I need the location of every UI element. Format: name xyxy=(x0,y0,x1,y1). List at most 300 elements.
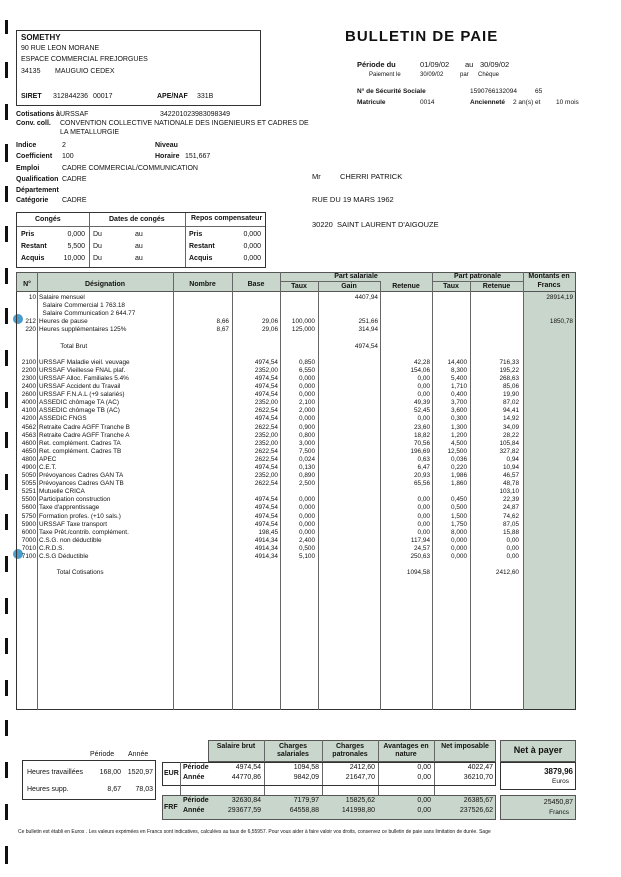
row-taux: 2,100 xyxy=(299,399,315,407)
binding-bar xyxy=(5,638,8,654)
row-retenue-patronale: 94,41 xyxy=(503,407,519,415)
table-row xyxy=(17,383,575,391)
row-nombre: 8,66 xyxy=(216,318,229,326)
row-taux: 0,000 xyxy=(299,496,315,504)
emploi: CADRE COMMERCIAL/COMMUNICATION xyxy=(62,165,198,172)
row-gain xyxy=(317,367,380,375)
row-retenue-patronale xyxy=(469,561,521,569)
row-base: 2622,54 xyxy=(254,423,278,431)
row-designation: APEC xyxy=(39,455,57,463)
row-retenue-patronale: 716,33 xyxy=(499,358,519,366)
row-retenue: 0,00 xyxy=(417,520,430,528)
binding-bar xyxy=(5,308,8,324)
row-francs xyxy=(521,424,575,432)
hours-supp-period: 8,67 xyxy=(107,786,121,793)
row-number: 4100 xyxy=(21,407,36,415)
table-row xyxy=(17,375,575,383)
row-retenue: 250,63 xyxy=(410,553,430,560)
row-retenue xyxy=(380,302,432,310)
row-taux-patronal xyxy=(432,569,469,577)
row-base: 198,45 xyxy=(258,528,278,536)
row-gain xyxy=(317,310,380,318)
conges-pris-value: 0,000 xyxy=(67,231,85,238)
row-gain: 4407,94 xyxy=(354,294,378,301)
row-retenue-patronale: 0,94 xyxy=(506,455,519,463)
col-taux: Taux xyxy=(291,283,307,290)
row-nombre xyxy=(174,391,231,399)
row-francs xyxy=(521,537,575,545)
row-designation: Mutuelle CRICA xyxy=(39,488,85,496)
table-row xyxy=(17,440,575,448)
row-number: 6000 xyxy=(21,528,36,536)
row-retenue: 6,47 xyxy=(417,463,430,471)
frf-p-charges-sal: 7179,97 xyxy=(293,797,319,804)
row-taux-patronal: 0,000 xyxy=(451,536,467,544)
row-taux-patronal xyxy=(432,326,469,334)
conges-au: au xyxy=(135,231,143,238)
net-frf-value: 25450,87 xyxy=(543,799,573,806)
anciennete: 2 an(s) et xyxy=(513,99,541,106)
binding-bar xyxy=(5,474,8,490)
row-number xyxy=(17,310,36,318)
row-number: 5500 xyxy=(21,496,36,504)
row-taux: 0,800 xyxy=(299,431,315,439)
row-retenue-patronale: 85,06 xyxy=(503,383,519,391)
row-retenue-patronale xyxy=(469,310,521,318)
row-retenue-patronale: 0,00 xyxy=(506,553,519,560)
row-nombre xyxy=(174,569,231,577)
table-row xyxy=(17,302,575,310)
row-nombre xyxy=(174,359,231,367)
row-nombre xyxy=(174,351,231,359)
row-designation: C.S.G. non déductible xyxy=(39,536,102,544)
footer-note: Ce bulletin est établi en Euros . Les valeurs exprimées en Francs sont indicatives, calculées au taux de 6,55957. Pour vous aider à faire valoir vos droits, conservez ce bulletin de paie sans limitation de durée. Sage xyxy=(18,829,491,835)
row-gain xyxy=(317,399,380,407)
conges-du: Du xyxy=(93,255,102,262)
row-gain xyxy=(317,302,380,310)
row-nombre xyxy=(174,302,231,310)
row-retenue: 0,63 xyxy=(417,455,430,463)
employer-name: SOMETHY xyxy=(21,33,61,42)
siret-label: SIRET xyxy=(21,93,42,100)
row-number xyxy=(17,302,36,310)
row-retenue: 24,57 xyxy=(414,544,430,552)
repos-title: Repos compensateur xyxy=(191,215,263,222)
row-designation: Formation profes. (+10 sals.) xyxy=(39,512,121,520)
period-label: Période du xyxy=(357,60,396,69)
row-gain: 314,94 xyxy=(358,326,378,334)
row-francs xyxy=(521,326,575,334)
conges-pris-label: Pris xyxy=(21,231,35,238)
row-francs xyxy=(521,399,575,407)
frf-label: FRF xyxy=(164,804,178,811)
payslip-rows xyxy=(17,294,575,577)
frf-a-net-imposable: 237526,62 xyxy=(459,807,493,814)
row-base: 4914,34 xyxy=(254,553,278,560)
row-taux-patronal: 14,400 xyxy=(447,358,467,366)
row-designation: Heures de pause xyxy=(39,318,88,326)
row-designation: C.R.D.S. xyxy=(39,544,65,552)
row-taux-patronal: 0,400 xyxy=(451,391,467,399)
row-designation: URSSAF Taxe transport xyxy=(39,520,108,528)
row-francs xyxy=(521,521,575,529)
table-row xyxy=(17,448,575,456)
row-francs xyxy=(521,553,575,561)
cotis-value: URSSAF xyxy=(60,111,89,118)
row-taux-patronal: 1,860 xyxy=(451,480,467,488)
row-retenue xyxy=(380,334,432,342)
row-nombre xyxy=(174,545,231,553)
eur-p-brut: 4974,54 xyxy=(235,764,261,771)
row-number: 10 xyxy=(28,294,36,301)
row-gain xyxy=(317,545,380,553)
eur-p-net-imposable: 4022,47 xyxy=(467,764,493,771)
row-francs: 1850,78 xyxy=(549,318,573,326)
row-base xyxy=(231,488,280,496)
row-taux: 0,000 xyxy=(299,383,315,391)
net-eur-box xyxy=(500,762,576,790)
row-retenue: 0,00 xyxy=(417,415,430,423)
col-taux-patronal: Taux xyxy=(443,283,459,290)
net-frf-unit: Francs xyxy=(549,809,569,816)
binding-bar xyxy=(5,720,8,736)
paid-date: 30/09/02 xyxy=(420,72,444,78)
row-taux-patronal xyxy=(432,561,469,569)
row-designation: URSSAF Maladie vieil. veuvage xyxy=(39,358,130,366)
binding-bar xyxy=(5,514,8,530)
row-number: 2300 xyxy=(21,374,36,382)
row-nombre xyxy=(174,456,231,464)
row-retenue xyxy=(380,326,432,334)
row-francs xyxy=(521,529,575,537)
row-designation: Total Brut xyxy=(39,342,88,350)
coef-label: Coefficient xyxy=(16,153,53,160)
row-francs xyxy=(521,432,575,440)
niveau-label: Niveau xyxy=(155,142,178,149)
net-payer-label: Net à payer xyxy=(513,745,563,755)
row-taux-patronal: 1,300 xyxy=(451,423,467,431)
eur-p-charges-pat: 2412,60 xyxy=(349,764,375,771)
row-designation: Prévoyances Cadres GAN TB xyxy=(39,480,124,488)
row-retenue: 154,06 xyxy=(410,366,430,374)
row-base xyxy=(231,351,280,359)
table-row xyxy=(17,561,575,569)
row-francs xyxy=(521,488,575,496)
row-taux xyxy=(280,569,317,577)
employer-address2: ESPACE COMMERCIAL FREJORGUES xyxy=(21,56,148,63)
cotis-number: 342201023983098349 xyxy=(160,111,231,118)
summary-h-net-imposable: Net imposable xyxy=(441,743,489,750)
row-designation: Participation construction xyxy=(39,496,111,504)
row-taux-patronal xyxy=(432,294,469,302)
row-francs xyxy=(521,391,575,399)
frf-annee-label: Année xyxy=(183,807,205,814)
binding-bar xyxy=(5,598,8,614)
row-gain xyxy=(317,513,380,521)
row-taux: 0,850 xyxy=(299,358,315,366)
row-designation: ASSEDIC FNGS xyxy=(39,415,87,423)
repos-pris-label: Pris xyxy=(189,231,203,238)
row-designation: Prévoyances Cadres GAN TA xyxy=(39,472,124,480)
row-nombre xyxy=(174,504,231,512)
conges-acquis-label: Acquis xyxy=(21,255,45,262)
table-row xyxy=(17,367,575,375)
row-base: 2352,00 xyxy=(254,366,278,374)
row-gain xyxy=(317,415,380,423)
row-francs xyxy=(521,456,575,464)
binding-bar xyxy=(5,104,8,120)
eur-a-brut: 44770,86 xyxy=(231,774,261,781)
row-nombre xyxy=(174,561,231,569)
table-row xyxy=(17,407,575,415)
row-retenue: 0,00 xyxy=(417,374,430,382)
row-base: 4914,34 xyxy=(254,544,278,552)
row-taux-patronal xyxy=(432,343,469,351)
categ-label: Catégorie xyxy=(16,197,49,204)
row-retenue: 0,00 xyxy=(417,383,430,391)
row-retenue-patronale: 87,02 xyxy=(503,399,519,407)
row-francs xyxy=(521,464,575,472)
row-nombre xyxy=(174,424,231,432)
hours-worked-year: 1520,97 xyxy=(127,769,153,776)
hours-period-header: Période xyxy=(90,751,115,758)
binding-bar xyxy=(5,186,8,202)
row-francs xyxy=(521,569,575,577)
row-nombre xyxy=(174,529,231,537)
col-gain: Gain xyxy=(341,283,357,290)
row-taux: 0,000 xyxy=(299,415,315,423)
table-row xyxy=(17,326,575,334)
row-taux-patronal: 12,500 xyxy=(447,447,467,455)
row-nombre xyxy=(174,537,231,545)
row-retenue xyxy=(380,561,432,569)
row-base: 4974,54 xyxy=(254,512,278,520)
row-gain xyxy=(317,464,380,472)
table-row xyxy=(17,351,575,359)
row-base: 2352,00 xyxy=(254,399,278,407)
binding-bar xyxy=(5,144,8,162)
horaire-label: Horaire xyxy=(155,153,180,160)
row-designation: URSSAF F.N.A.L (+9 salariés) xyxy=(39,391,125,399)
period-from: 01/09/02 xyxy=(420,60,450,69)
table-row xyxy=(17,456,575,464)
row-nombre xyxy=(174,472,231,480)
row-number: 5055 xyxy=(21,480,36,488)
row-number: 4600 xyxy=(21,439,36,447)
apenaf-label: APE/NAF xyxy=(157,93,188,100)
row-base: 2622,54 xyxy=(254,447,278,455)
row-taux-patronal: 0,450 xyxy=(451,496,467,504)
row-number xyxy=(17,561,36,569)
row-nombre xyxy=(174,496,231,504)
row-designation xyxy=(36,351,174,359)
row-nombre xyxy=(174,464,231,472)
employer-box xyxy=(16,30,261,106)
ss-label: N° de Sécurité Sociale xyxy=(357,88,426,95)
eur-p-avantages: 0,00 xyxy=(417,764,431,771)
qualif: CADRE xyxy=(62,176,87,183)
row-taux-patronal: 4,500 xyxy=(451,439,467,447)
row-taux: 0,500 xyxy=(299,544,315,552)
conv-line1: CONVENTION COLLECTIVE NATIONALE DES INGENIEURS ET CADRES DE xyxy=(60,120,309,127)
table-row xyxy=(17,415,575,423)
row-taux-patronal: 1,200 xyxy=(451,431,467,439)
row-retenue: 196,69 xyxy=(410,447,430,455)
table-row xyxy=(17,294,575,302)
frf-a-charges-pat: 141998,80 xyxy=(341,807,375,814)
row-nombre xyxy=(174,407,231,415)
row-gain xyxy=(317,561,380,569)
row-retenue-patronale: 87,05 xyxy=(503,520,519,528)
hours-worked-label: Heures travaillées xyxy=(27,769,84,776)
row-taux: 5,100 xyxy=(299,553,315,560)
row-base: 4974,54 xyxy=(254,383,278,391)
row-taux: 6,550 xyxy=(299,366,315,374)
row-base: 4974,54 xyxy=(254,391,278,399)
row-nombre xyxy=(174,375,231,383)
row-number xyxy=(17,351,36,359)
row-taux xyxy=(280,302,317,310)
row-nombre xyxy=(174,343,231,351)
employee-address: RUE DU 19 MARS 1962 xyxy=(312,195,394,204)
hours-supp-year: 78,03 xyxy=(135,786,153,793)
row-francs xyxy=(521,440,575,448)
binding-bar xyxy=(5,804,8,820)
row-francs xyxy=(521,310,575,318)
ss-number: 1590766132094 xyxy=(470,88,517,95)
row-retenue-patronale xyxy=(469,294,521,302)
row-francs xyxy=(521,359,575,367)
hours-year-header: Année xyxy=(128,751,149,758)
row-taux-patronal: 0,036 xyxy=(451,455,467,463)
eur-periode-label: Période xyxy=(183,764,209,771)
row-nombre xyxy=(174,334,231,342)
binding-bar xyxy=(5,556,8,572)
row-base: 4974,54 xyxy=(254,496,278,504)
row-retenue: 70,56 xyxy=(414,439,430,447)
row-taux-patronal: 0,500 xyxy=(451,504,467,512)
row-francs xyxy=(521,561,575,569)
row-retenue: 0,00 xyxy=(417,528,430,536)
row-taux-patronal: 1,750 xyxy=(451,520,467,528)
row-base: 2622,54 xyxy=(254,480,278,488)
row-retenue: 52,45 xyxy=(414,407,430,415)
eur-a-charges-pat: 21647,70 xyxy=(345,774,375,781)
row-designation: URSSAF Vieillesse FNAL plaf. xyxy=(39,366,126,374)
row-retenue: 20,93 xyxy=(414,472,430,480)
row-retenue: 0,00 xyxy=(417,496,430,504)
page-title: BULLETIN DE PAIE xyxy=(345,28,499,45)
row-base xyxy=(231,343,280,351)
binding-bar xyxy=(5,846,8,864)
employer-city-code: 34135 xyxy=(21,68,41,75)
conges-box xyxy=(16,212,266,268)
indice-label: Indice xyxy=(16,142,37,149)
table-row xyxy=(17,553,575,561)
row-retenue xyxy=(380,318,432,326)
row-francs xyxy=(521,480,575,488)
binding-bar xyxy=(5,62,8,78)
row-designation: Ret. complément. Cadres TA xyxy=(39,439,121,447)
row-designation: Salaire mensuel xyxy=(39,294,85,301)
row-gain xyxy=(317,375,380,383)
row-retenue-patronale: 74,62 xyxy=(503,512,519,520)
summary-h-charges-pat: Charges patronales xyxy=(332,743,368,758)
row-retenue-patronale: 0,00 xyxy=(506,544,519,552)
row-gain xyxy=(317,407,380,415)
row-francs xyxy=(521,513,575,521)
row-francs xyxy=(521,407,575,415)
row-gain xyxy=(317,537,380,545)
categ: CADRE xyxy=(62,197,87,204)
conges-du: Du xyxy=(93,231,102,238)
eur-a-avantages: 0,00 xyxy=(417,774,431,781)
row-taux: 0,000 xyxy=(299,528,315,536)
table-row xyxy=(17,310,575,318)
frf-p-avantages: 0,00 xyxy=(417,797,431,804)
row-retenue: 1094,58 xyxy=(406,569,430,577)
row-taux: 3,000 xyxy=(299,439,315,447)
apenaf: 331B xyxy=(197,93,214,100)
row-retenue-patronale: 24,87 xyxy=(503,504,519,512)
row-retenue-patronale: 14,92 xyxy=(503,415,519,423)
row-nombre xyxy=(174,480,231,488)
row-taux xyxy=(280,488,317,496)
eur-p-charges-sal: 1094,58 xyxy=(293,764,319,771)
row-designation: Retraite Cadre AGFF Tranche A xyxy=(39,431,130,439)
row-number: 4562 xyxy=(21,423,36,431)
row-gain xyxy=(317,488,380,496)
row-taux-patronal xyxy=(432,351,469,359)
row-base: 29,06 xyxy=(262,318,278,326)
row-nombre xyxy=(174,513,231,521)
row-gain xyxy=(317,456,380,464)
row-base xyxy=(231,302,280,310)
row-gain: 251,66 xyxy=(358,318,378,326)
row-retenue: 49,39 xyxy=(414,399,430,407)
table-row xyxy=(17,496,575,504)
row-retenue: 18,82 xyxy=(414,431,430,439)
employee-civ: Mr xyxy=(312,172,321,181)
row-taux-patronal: 1,986 xyxy=(451,472,467,480)
row-gain xyxy=(317,448,380,456)
par-label: par xyxy=(460,72,469,78)
row-number: 5750 xyxy=(21,512,36,520)
hours-supp-label: Heures supp. xyxy=(27,786,69,793)
row-number: 5600 xyxy=(21,504,36,512)
row-designation: Ret. complément. Cadres TB xyxy=(39,447,122,455)
repos-pris-value: 0,000 xyxy=(243,231,261,238)
row-gain xyxy=(317,480,380,488)
par-value: Chèque xyxy=(478,72,500,78)
table-row xyxy=(17,480,575,488)
row-gain: 4974,54 xyxy=(354,342,378,350)
row-retenue-patronale: 10,94 xyxy=(503,463,519,471)
row-number: 4000 xyxy=(21,399,36,407)
row-taux-patronal: 1,710 xyxy=(451,383,467,391)
eur-label: EUR xyxy=(164,770,179,777)
row-retenue-patronale: 105,84 xyxy=(499,439,519,447)
row-retenue-patronale: 19,90 xyxy=(503,391,519,399)
row-base: 4974,54 xyxy=(254,358,278,366)
row-number xyxy=(17,343,36,351)
table-row xyxy=(17,343,575,351)
row-taux xyxy=(280,294,317,302)
row-designation: Taxe d'apprentissage xyxy=(39,504,100,512)
period-au: au xyxy=(465,60,474,69)
frf-p-charges-pat: 15825,62 xyxy=(345,797,375,804)
hours-worked-period: 168,00 xyxy=(99,769,121,776)
